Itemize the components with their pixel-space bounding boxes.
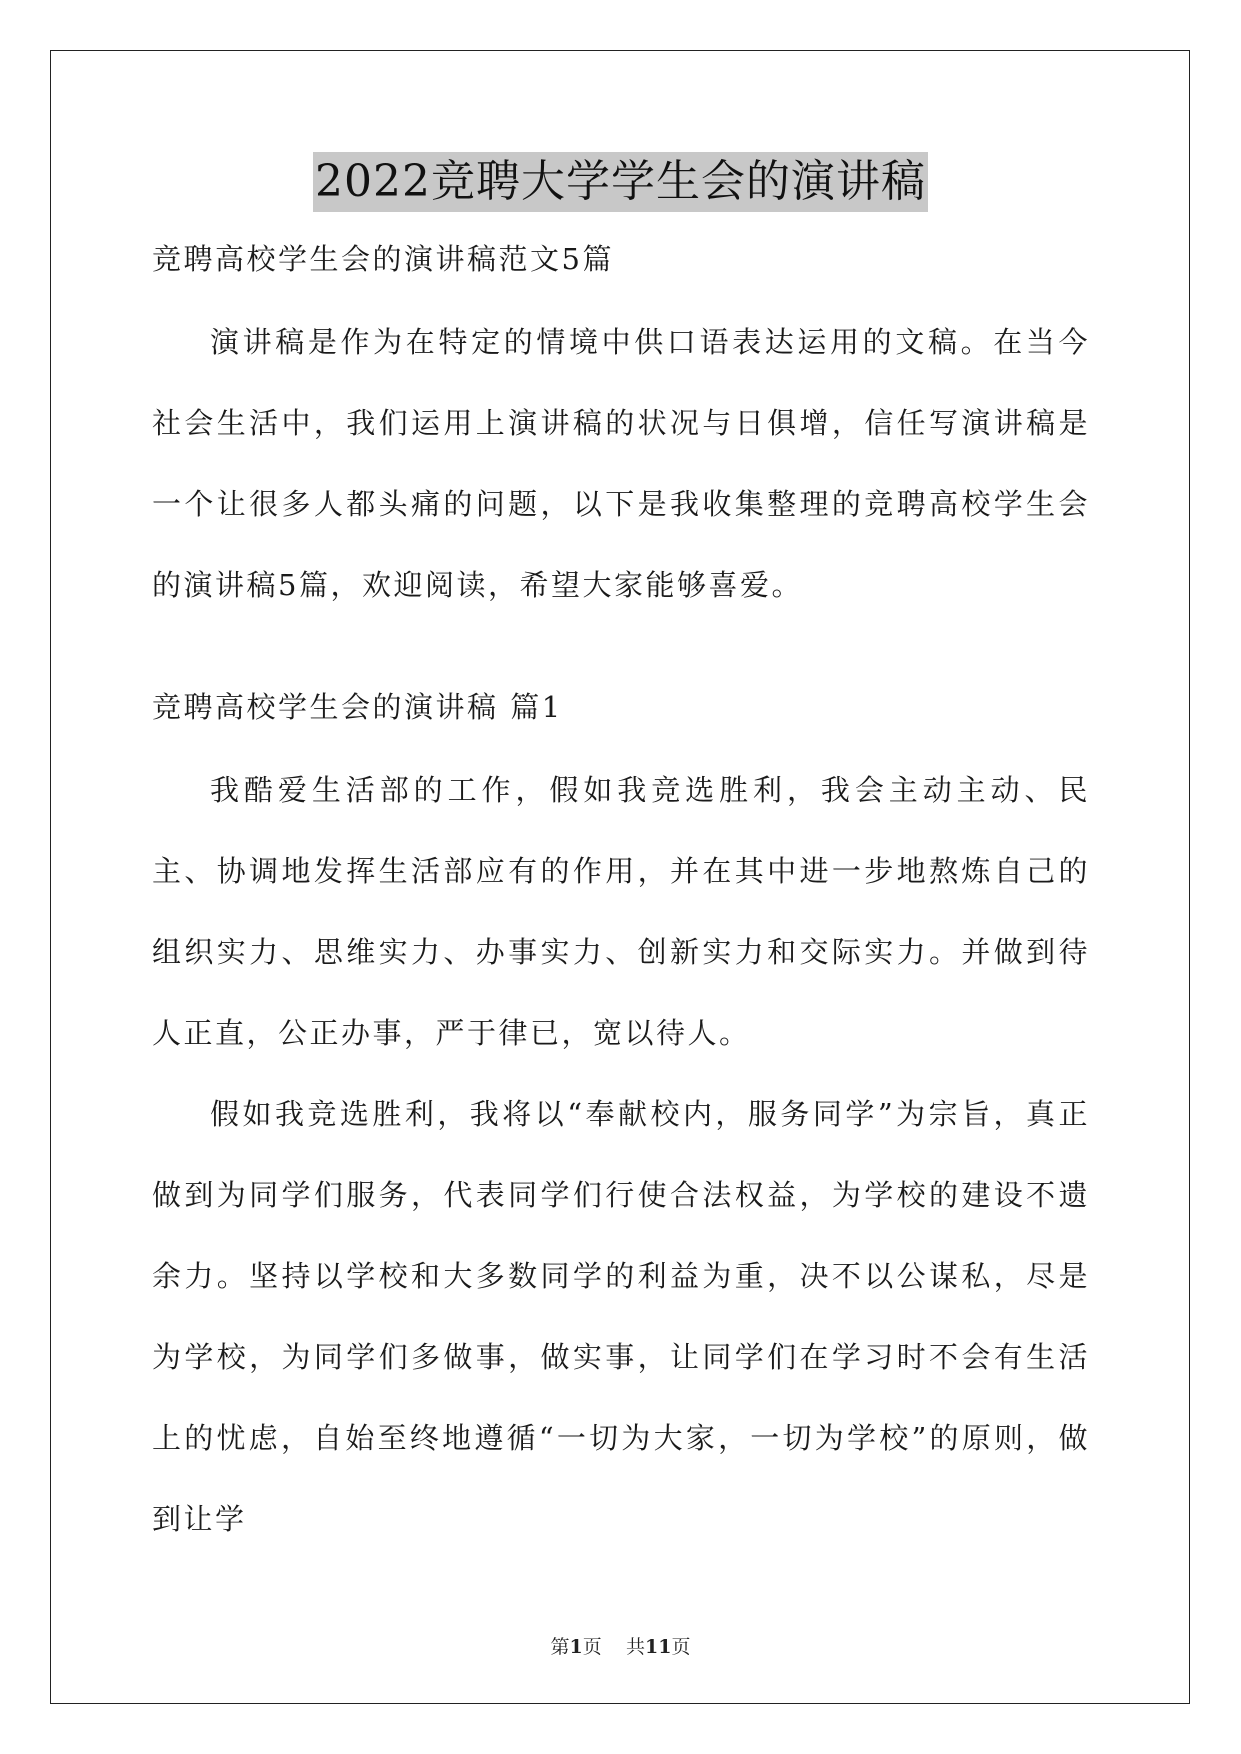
page-label-suffix: 页: [582, 1636, 602, 1658]
total-pages: 11: [644, 1636, 672, 1658]
body-paragraph-1: 我酷爱生活部的工作，假如我竞选胜利，我会主动主动、民主、协调地发挥生活部应有的作用，并在其中进一步地熬炼自己的组织实力、思维实力、办事实力、创新实力和交际实力。并做到待人正直，公正办事，严于律已，宽以待人。: [152, 773, 1090, 1050]
document-title: 2022竞聘大学学生会的演讲稿: [313, 152, 928, 212]
total-label-prefix: 共: [625, 1636, 645, 1658]
intro-paragraph: 演讲稿是作为在特定的情境中供口语表达运用的文稿。在当今社会生活中，我们运用上演讲稿的状况与日俱增，信任写演讲稿是一个让很多人都头痛的问题，以下是我收集整理的竞聘高校学生会的演讲稿5篇，欢迎阅读，希望大家能够喜爱。: [152, 325, 1090, 602]
document-body: [152, 230, 1090, 1560]
page-number: 1: [569, 1636, 583, 1658]
body-paragraph-2: 假如我竞选胜利，我将以“奉献校内，服务同学”为宗旨，真正做到为同学们服务，代表同学们行使合法权益，为学校的建设不遗余力。坚持以学校和大多数同学的利益为重，决不以公谋私，尽是为学校，为同学们多做事，做实事，让同学们在学习时不会有生活上的忧虑，自始至终地遵循“一切为大家，一切为学校”的原则，做到让学: [152, 1097, 1090, 1536]
total-label-suffix: 页: [671, 1636, 691, 1658]
document-subtitle: 竞聘高校学生会的演讲稿范文5篇: [152, 242, 614, 276]
page-footer: [0, 1632, 1241, 1659]
page-label-prefix: 第: [550, 1636, 570, 1658]
section-heading: 竞聘高校学生会的演讲稿 篇1: [152, 690, 563, 724]
title-container: [0, 152, 1241, 212]
